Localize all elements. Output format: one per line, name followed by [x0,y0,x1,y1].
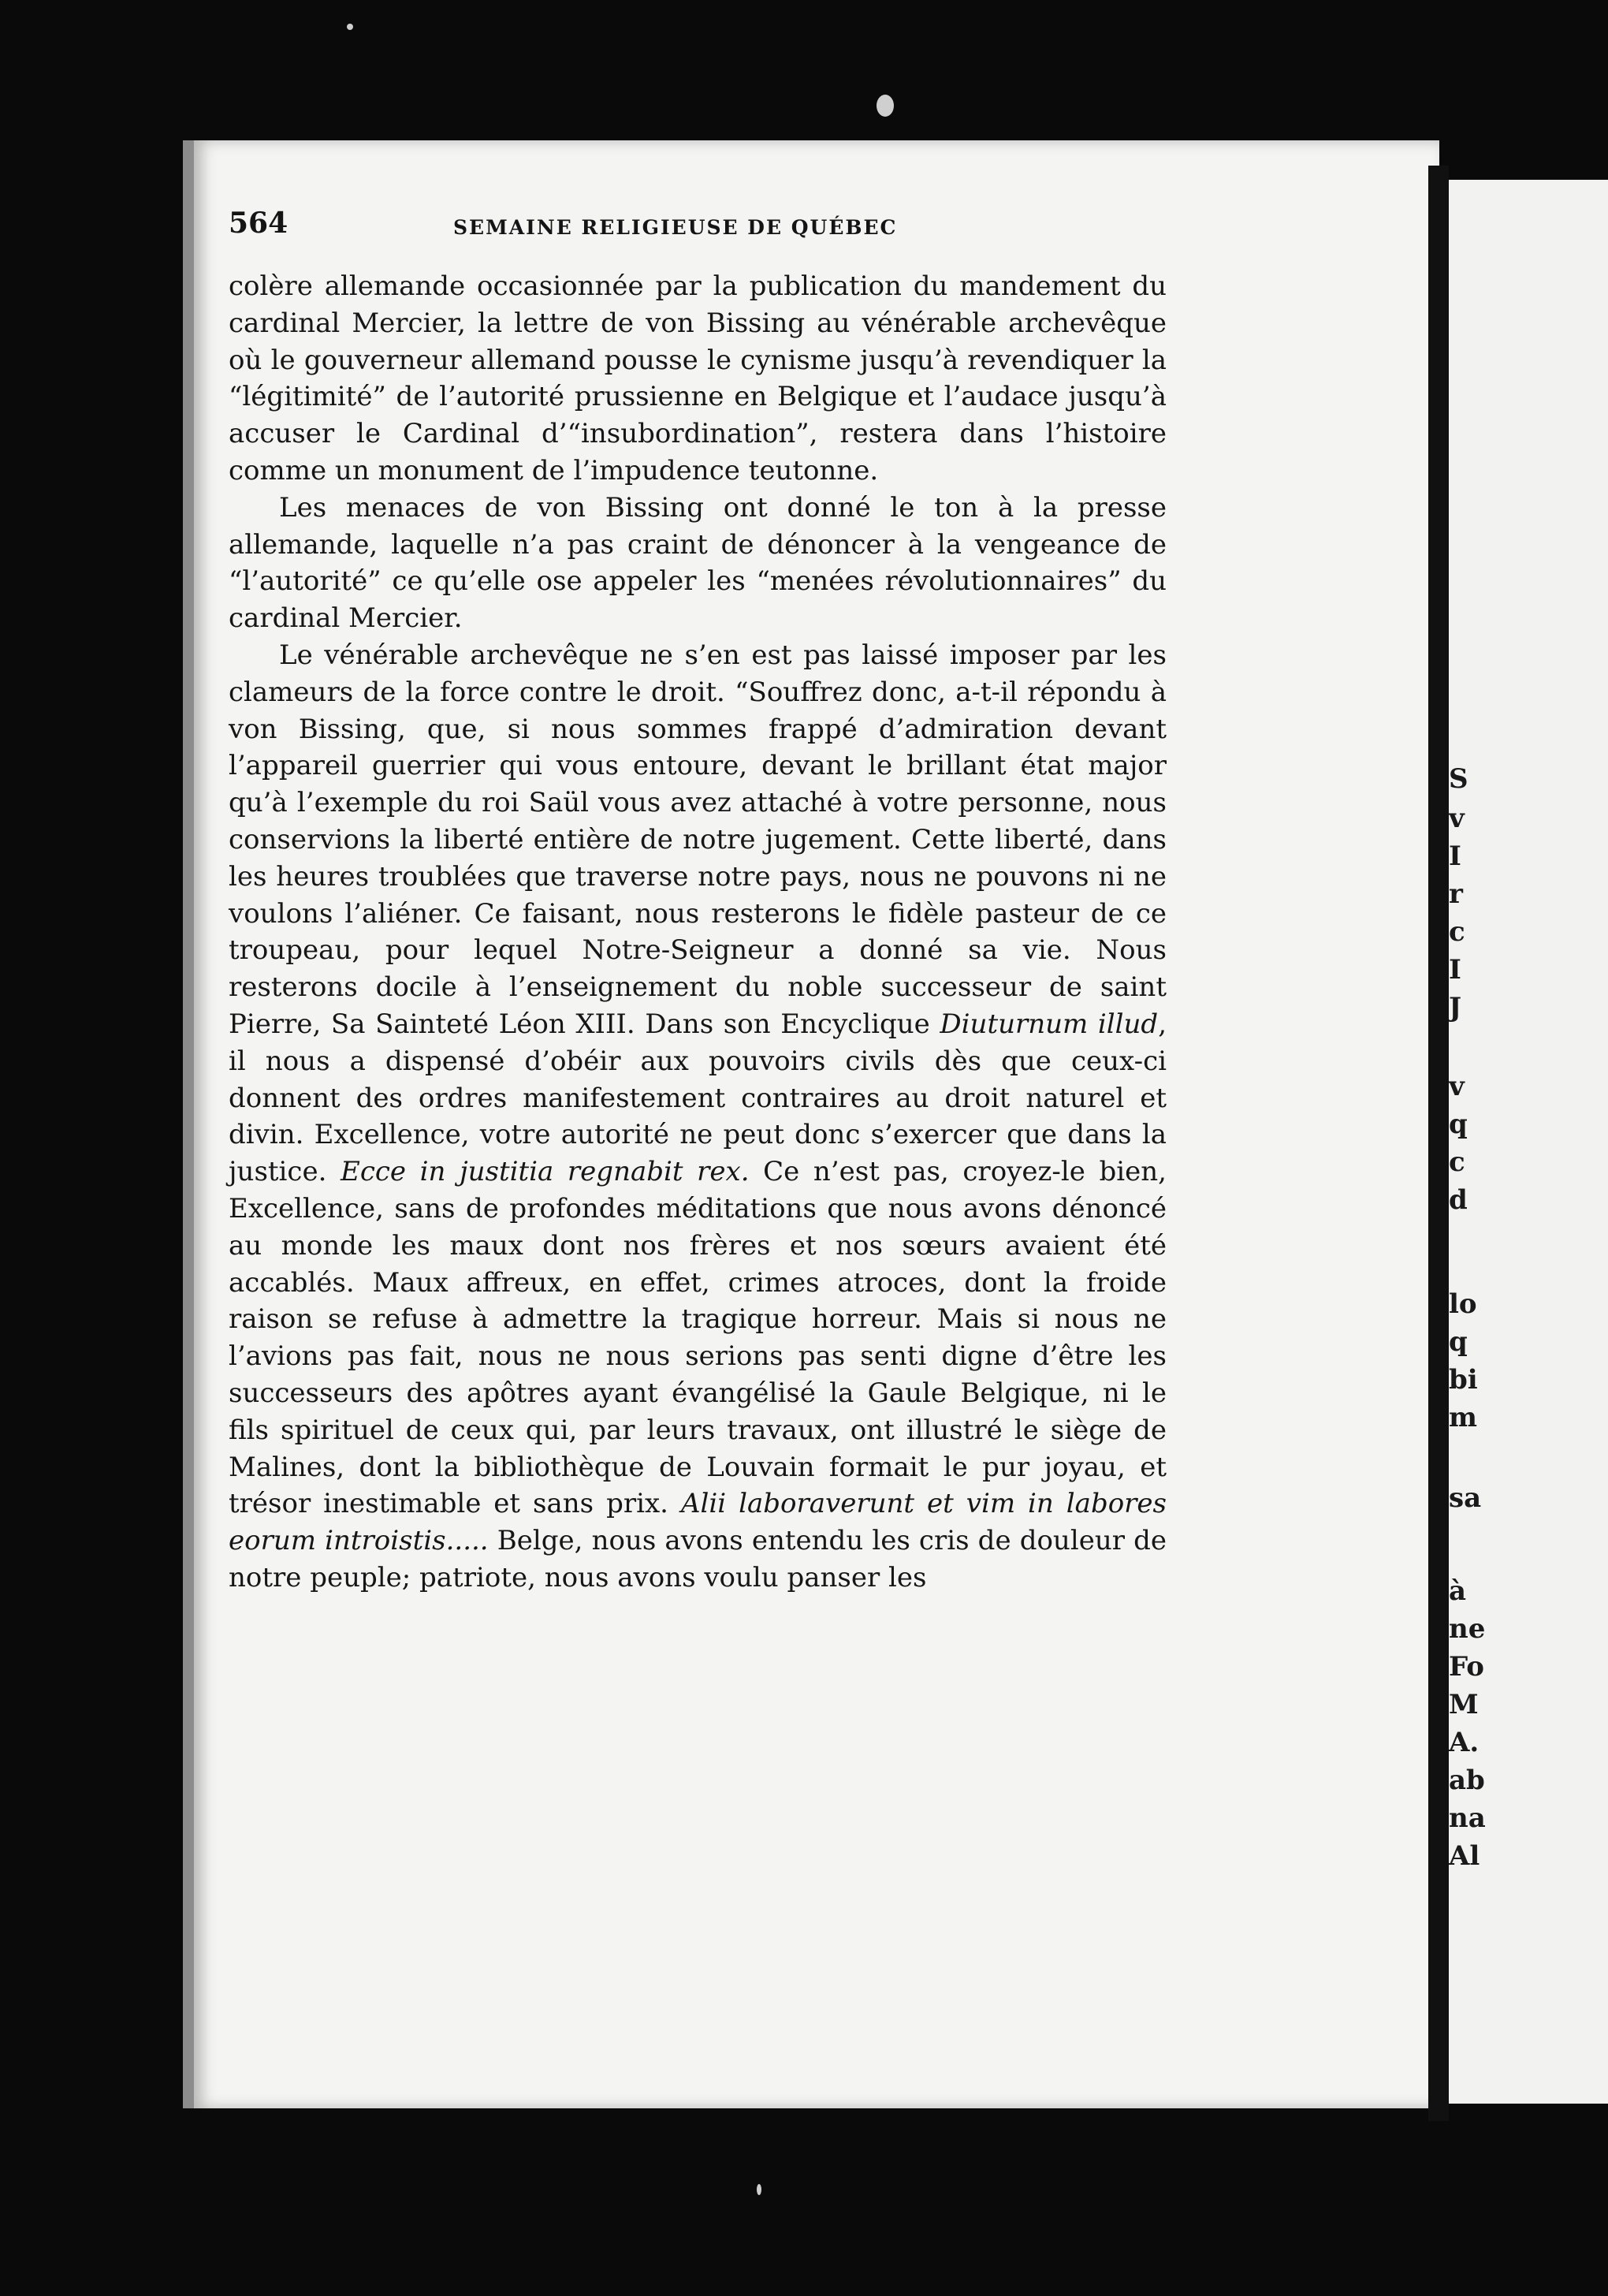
facing-fragment: d [1449,1184,1468,1216]
facing-fragment: M [1449,1689,1479,1720]
latin-quote-alii: Alii laboraverunt et vim in labores eorum introistis..... [229,1488,1167,1557]
journal-title: SEMAINE RELIGIEUSE DE QUÉBEC [453,216,898,239]
facing-fragment: ne [1449,1613,1486,1645]
facing-fragment: c [1449,916,1465,948]
article-body [229,268,1167,1597]
facing-fragment: J [1449,992,1462,1023]
facing-fragment: m [1449,1402,1477,1433]
facing-fragment: q [1449,1109,1468,1140]
facing-page-edge [1449,180,1608,2104]
latin-quote-diuturnum: Diuturnum illud [940,1008,1159,1040]
page-number: 564 [229,207,288,240]
facing-fragment: I [1449,840,1461,872]
facing-fragment: I [1449,954,1461,986]
paragraph-3 [229,637,1167,1597]
dust-speck [757,2184,761,2195]
facing-fragment: A. [1449,1727,1480,1758]
facing-fragment: na [1449,1802,1486,1834]
facing-fragment: r [1449,878,1463,910]
facing-fragment: sa [1449,1482,1482,1514]
page-gutter [1428,166,1449,2121]
facing-fragment: v [1449,803,1465,834]
dust-speck [877,95,894,117]
paragraph-3-text: Belge, nous avons entendu les cris de douleur de notre peuple; patriote, nous avons voulu panser les [229,1525,1167,1593]
running-head [229,207,1167,254]
latin-quote-ecce: Ecce in justitia regnabit rex. [341,1156,750,1188]
facing-fragment: ab [1449,1765,1485,1796]
paragraph-2: Les menaces de von Bissing ont donné le ton à la presse allemande, laquelle n’a pas craint de dénoncer à la vengeance de “l’autorité” ce qu’elle ose appeler les “menées révolutionnaires” du cardinal Mercier. [229,491,1167,635]
facing-fragment: q [1449,1326,1468,1358]
facing-fragment: Al [1449,1840,1480,1872]
facing-fragment: S [1449,763,1468,795]
facing-fragment: c [1449,1146,1465,1178]
facing-fragment: lo [1449,1288,1477,1320]
facing-fragment: bi [1449,1364,1478,1396]
paragraph-1: colère allemande occasionnée par la publication du mandement du cardinal Mercier, la lettre de von Bissing au vénérable archevêque où le gouverneur allemand pousse le cynisme jusqu’à revendiquer la “légitimité” de l’autorité prussienne en Belgique et l’audace jusqu’à accuser le Cardinal d’“insubordination”, restera dans l’histoire comme un monument de l’impudence teutonne. [229,270,1167,486]
facing-fragment: v [1449,1071,1465,1102]
paragraph-3-text: , il nous a dispensé d’obéir aux pouvoirs civils dès que ceux-ci donnent des ordres manifestement contraires au droit naturel et divin. Excellence, votre autorité ne peut donc s’exercer que dans la justice. [229,1008,1167,1188]
facing-fragment: à [1449,1575,1467,1607]
paragraph-3-text: Ce n’est pas, croyez-le bien, Excellence, sans de profondes méditations que nous avons dénoncé au monde les maux dont nos frères et nos sœurs avaient été accablés. Maux affreux, en effet, crimes atroces, dont la froide raison se refuse à admettre la tragique horreur. Mais si nous ne l’avions pas fait, nous ne nous serions pas senti digne d’être les successeurs des apôtres ayant évangélisé la Gaule Belgique, ni le fils spirituel de ceux qui, par leurs travaux, ont illustré le siège de Malines, dont la bibliothèque de Louvain formait le pur joyau, et trésor inestimable et sans prix. [229,1156,1167,1520]
paragraph-3-text: Le vénérable archevêque ne s’en est pas laissé imposer par les clameurs de la force contre le droit. “Souffrez donc, a-t-il répondu à von Bissing, que, si nous sommes frappé d’admiration devant l’appareil guerrier qui vous entoure, devant le brillant état major qu’à l’exemple du roi Saül vous avez attaché à votre personne, nous conservions la liberté entière de notre jugement. Cette liberté, dans les heures troublées que traverse notre pays, nous ne pouvons ni ne voulons l’aliéner. Ce faisant, nous resterons le fidèle pasteur de ce troupeau, pour lequel Notre-Seigneur a donné sa vie. Nous resterons docile à l’enseignement du noble successeur de saint Pierre, Sa Sainteté Léon XIII. Dans son Encyclique [229,639,1167,1040]
dust-speck [347,24,353,30]
facing-fragment: Fo [1449,1651,1484,1683]
